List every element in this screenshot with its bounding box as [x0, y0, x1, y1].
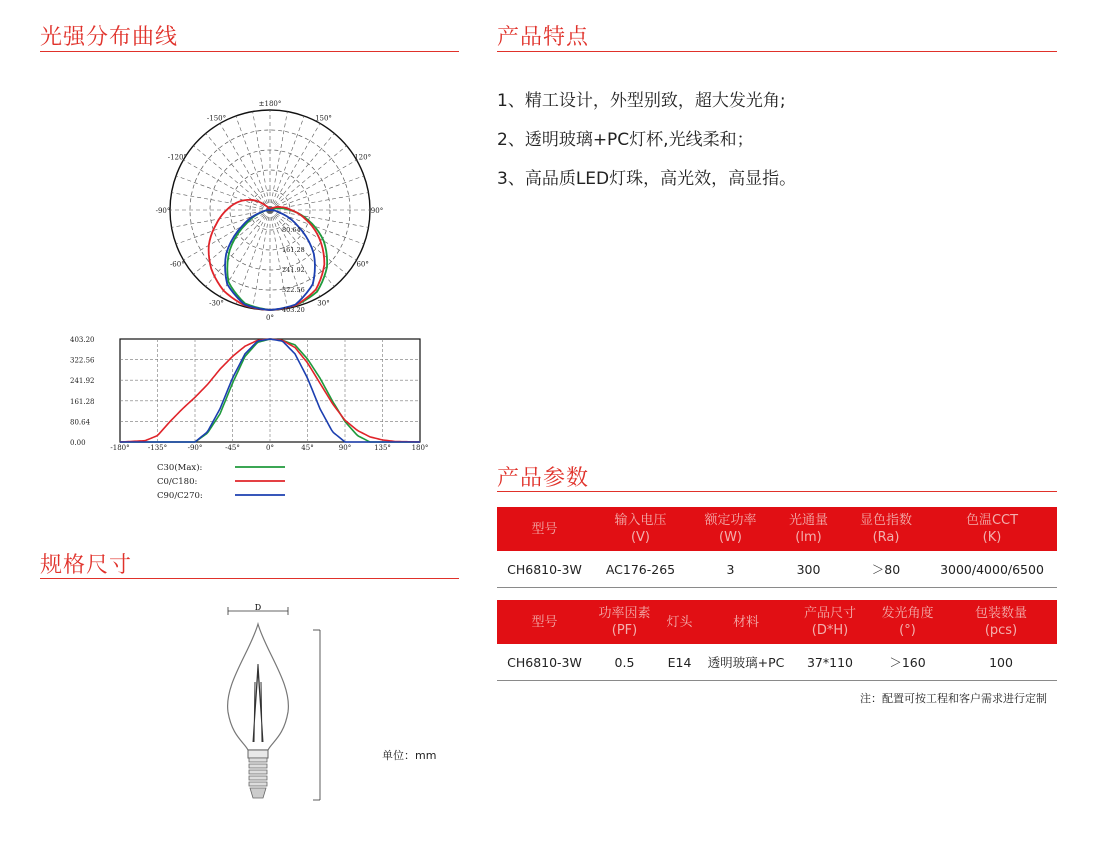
x-tick-label: -90° [187, 444, 203, 452]
polar-angle-label: -90° [155, 207, 171, 215]
polar-spoke [206, 210, 270, 287]
polar-ring-label: 80.64 [282, 226, 301, 234]
e14-screw-base [249, 758, 267, 786]
glass-envelope [228, 624, 289, 750]
width-dimension-label: D [254, 603, 262, 612]
feature-item: 3、高品质LED灯珠，高光效，高显指。 [497, 169, 797, 189]
cell-model: CH6810-3W [497, 644, 592, 681]
table-row [497, 551, 1057, 588]
features-list [497, 82, 796, 199]
header-luminous-flux: 光通量 (lm) [772, 507, 845, 551]
header-cri: 显色指数 (Ra) [845, 507, 927, 551]
header-product-size: 产品尺寸 (D*H) [790, 600, 870, 644]
legend-label: C30(Max): [157, 463, 203, 473]
polar-angle-label: -30° [209, 299, 224, 308]
cell-material: 透明玻璃+PC [702, 644, 790, 681]
table-header-row [497, 600, 1057, 644]
unit-label: 单位：mm [382, 749, 437, 762]
polar-ring-label: 403.20 [282, 306, 305, 314]
cell-lamp-base: E14 [657, 644, 702, 681]
header-material: 材料 [702, 600, 790, 644]
x-tick-label: -135° [147, 444, 168, 452]
y-tick-label: 241.92 [70, 377, 95, 386]
header-rated-power: 额定功率 (W) [689, 507, 772, 551]
x-tick-label: 135° [374, 444, 391, 452]
polar-ring-label: 322.56 [282, 286, 305, 294]
params-section-title: 产品参数 [497, 466, 590, 491]
table-header-row [497, 507, 1057, 551]
y-tick-label: 0.00 [70, 439, 86, 447]
chart-legend [150, 459, 310, 504]
x-tick-label: 180° [411, 444, 429, 452]
y-tick-label: 322.56 [70, 356, 95, 365]
polar-angle-label: -150° [206, 114, 227, 123]
header-power-factor: 功率因素 (PF) [592, 600, 657, 644]
polar-angle-label: -120° [167, 153, 187, 162]
line-chart-labels [70, 336, 428, 452]
polar-angle-label: -60° [169, 260, 185, 269]
intensity-section-title: 光强分布曲线 [40, 25, 179, 50]
polar-angle-label: 30° [317, 299, 330, 308]
polar-spoke [270, 133, 334, 210]
header-input-voltage: 输入电压 (V) [592, 507, 689, 551]
legend-label: C0/C180: [157, 477, 198, 487]
cell-rated-power: 3 [689, 551, 772, 588]
params-section-rule [497, 491, 1057, 492]
features-section-rule [497, 51, 1057, 52]
cell-cct: 3000/4000/6500 [927, 551, 1057, 588]
polar-chart [155, 95, 384, 325]
y-tick-label: 161.28 [70, 397, 95, 406]
cell-model: CH6810-3W [497, 551, 592, 588]
polar-angle-label: ±180° [258, 100, 282, 108]
x-tick-label: 90° [338, 444, 352, 452]
x-tick-label: 0° [266, 444, 274, 452]
polar-series-curve [227, 208, 330, 310]
legend-label: C90/C270: [157, 491, 203, 501]
x-tick-label: -180° [110, 444, 130, 452]
cell-product-size: 37*110 [790, 644, 870, 681]
table-row [497, 644, 1057, 681]
y-tick-label: 80.64 [70, 418, 91, 427]
base-tip [250, 788, 266, 798]
polar-angle-label: 90° [370, 207, 384, 215]
intensity-section-rule [40, 51, 459, 52]
polar-ring-label: 161.28 [282, 246, 305, 254]
x-tick-label: 45° [301, 444, 314, 452]
params-table-2 [497, 600, 1057, 681]
polar-spoke [270, 146, 347, 210]
polar-angle-label: 0° [266, 314, 274, 322]
header-model: 型号 [497, 507, 592, 551]
features-section-title: 产品特点 [497, 25, 590, 50]
polar-ring-label: 241.92 [282, 266, 305, 274]
polar-angle-label: 150° [315, 114, 332, 123]
cell-luminous-flux: 300 [772, 551, 845, 588]
header-lamp-base: 灯头 [657, 600, 702, 644]
cell-beam-angle: ＞160 [870, 644, 945, 681]
header-model: 型号 [497, 600, 592, 644]
y-tick-label: 403.20 [70, 336, 95, 344]
params-table-1 [497, 507, 1057, 588]
polar-angle-label: 120° [354, 153, 372, 162]
cell-input-voltage: AC176-265 [592, 551, 689, 588]
polar-spoke [193, 146, 270, 210]
customization-note: 注：配置可按工程和客户需求进行定制 [860, 692, 1047, 705]
cell-package-qty: 100 [945, 644, 1057, 681]
header-package-qty: 包装数量 (pcs) [945, 600, 1057, 644]
polar-spoke [206, 133, 270, 210]
line-chart [60, 332, 440, 457]
feature-item: 2、透明玻璃+PC灯杯,光线柔和； [497, 130, 754, 150]
cell-power-factor: 0.5 [592, 644, 657, 681]
bulb-collar [248, 750, 268, 758]
feature-item: 1、精工设计，外型别致，超大发光角; [497, 91, 786, 111]
header-cct: 色温CCT (K) [927, 507, 1057, 551]
height-dimension-line [310, 628, 330, 803]
dimensions-section-rule [40, 578, 459, 579]
led-filament [253, 664, 263, 742]
polar-angle-label: 60° [356, 260, 369, 269]
dimensions-section-title: 规格尺寸 [40, 553, 133, 578]
cell-cri: ＞80 [845, 551, 927, 588]
x-tick-label: -45° [225, 444, 240, 452]
header-beam-angle: 发光角度 (°) [870, 600, 945, 644]
